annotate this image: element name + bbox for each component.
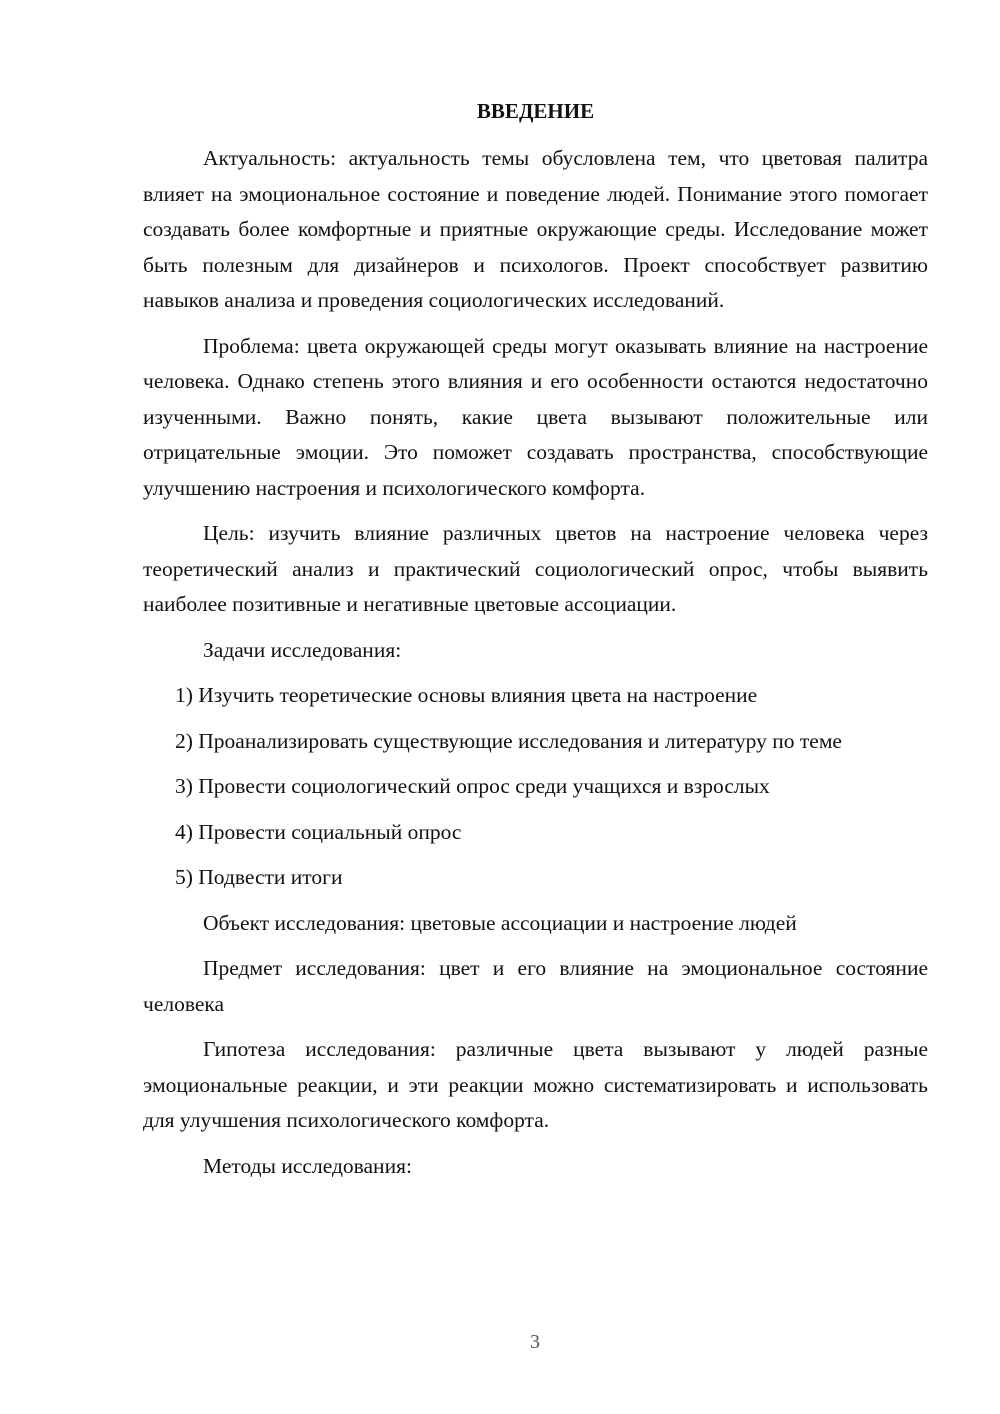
methods-heading: Методы исследования:: [203, 1153, 412, 1178]
problem-paragraph: Проблема: цвета окружающей среды могут оказывать влияние на настроение человека. Однако степень этого влияния и его особенности остаются недостаточно изученными. Важно понять, какие цвета вызывают положительные или отрицательные эмоции. Это поможет создавать пространства, способствующие улучшению настроения и психологического комфорта.: [143, 333, 928, 500]
relevance-paragraph: Актуальность: актуальность темы обусловлена тем, что цветовая палитра влияет на эмоциональное состояние и поведение людей. Понимание этого помогает создавать более комфортные и приятные окружающие среды. Исследование может быть полезным для дизайнеров и психологов. Проект способствует развитию навыков анализа и проведения социологических исследований.: [143, 146, 928, 312]
page-content: [143, 94, 928, 1194]
page-number: 3: [530, 1331, 540, 1353]
hypothesis-paragraph: Гипотеза исследования: различные цвета вызывают у людей разные эмоциональные реакции, и эти реакции можно систематизировать и использовать для улучшения психологического комфорта.: [143, 1037, 928, 1132]
task-item: 1) Изучить теоретические основы влияния цвета на настроение: [175, 683, 758, 707]
task-item: 5) Подвести итоги: [175, 865, 343, 889]
tasks-heading: Задачи исследования:: [203, 637, 402, 662]
goal-paragraph: Цель: изучить влияние различных цветов на настроение человека через теоретический анализ и практический социологический опрос, чтобы выявить наиболее позитивные и негативные цветовые ассоциации.: [143, 521, 928, 616]
subject-paragraph: Предмет исследования: цвет и его влияние на эмоциональное состояние человека: [143, 956, 928, 1016]
section-title: ВВЕДЕНИЕ: [476, 99, 595, 123]
task-item: 2) Проанализировать существующие исследования и литературу по теме: [175, 728, 842, 753]
task-item: 3) Провести социологический опрос среди учащихся и взрослых: [175, 774, 770, 798]
object-paragraph: Объект исследования: цветовые ассоциации и настроение людей: [203, 910, 797, 935]
task-item: 4) Провести социальный опрос: [175, 819, 462, 844]
